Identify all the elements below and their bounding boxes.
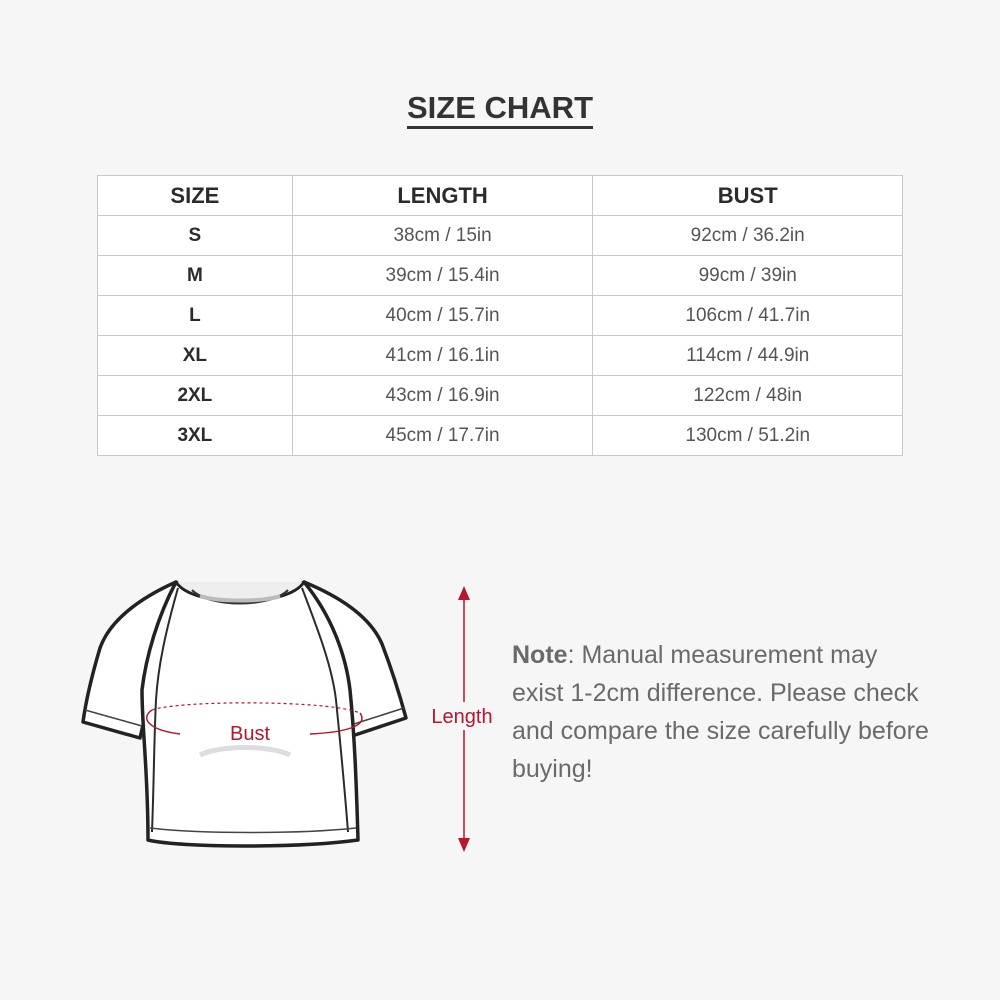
length-cell: 41cm / 16.1in (292, 336, 593, 376)
table-row (98, 216, 903, 256)
table-row (98, 416, 903, 456)
size-cell: XL (98, 336, 293, 376)
bust-cell: 114cm / 44.9in (593, 336, 903, 376)
size-cell: 3XL (98, 416, 293, 456)
table-row (98, 376, 903, 416)
length-cell: 38cm / 15in (292, 216, 593, 256)
length-cell: 45cm / 17.7in (292, 416, 593, 456)
size-cell: L (98, 296, 293, 336)
table-header-row (98, 176, 903, 216)
length-cell: 39cm / 15.4in (292, 256, 593, 296)
size-table (97, 175, 903, 456)
bust-cell: 99cm / 39in (593, 256, 903, 296)
bust-cell: 122cm / 48in (593, 376, 903, 416)
column-header-length: LENGTH (292, 176, 593, 216)
note-text: : Manual measurement may exist 1-2cm difference. Please check and compare the size carefully before buying! (512, 641, 929, 783)
measurement-diagram (70, 570, 510, 870)
length-cell: 40cm / 15.7in (292, 296, 593, 336)
bust-label: Bust (229, 723, 271, 745)
note-label: Note (512, 641, 568, 669)
table-row (98, 256, 903, 296)
size-cell: 2XL (98, 376, 293, 416)
bust-cell: 130cm / 51.2in (593, 416, 903, 456)
column-header-bust: BUST (593, 176, 903, 216)
page-title-text: SIZE CHART (407, 90, 593, 129)
size-cell: S (98, 216, 293, 256)
column-header-size: SIZE (98, 176, 293, 216)
measurement-note (512, 636, 932, 788)
bust-cell: 106cm / 41.7in (593, 296, 903, 336)
bust-cell: 92cm / 36.2in (593, 216, 903, 256)
size-cell: M (98, 256, 293, 296)
table-row (98, 336, 903, 376)
table-row (98, 296, 903, 336)
length-cell: 43cm / 16.9in (292, 376, 593, 416)
length-label: Length (431, 706, 493, 728)
crop-tshirt-icon (83, 582, 406, 846)
page-title (0, 88, 1000, 128)
